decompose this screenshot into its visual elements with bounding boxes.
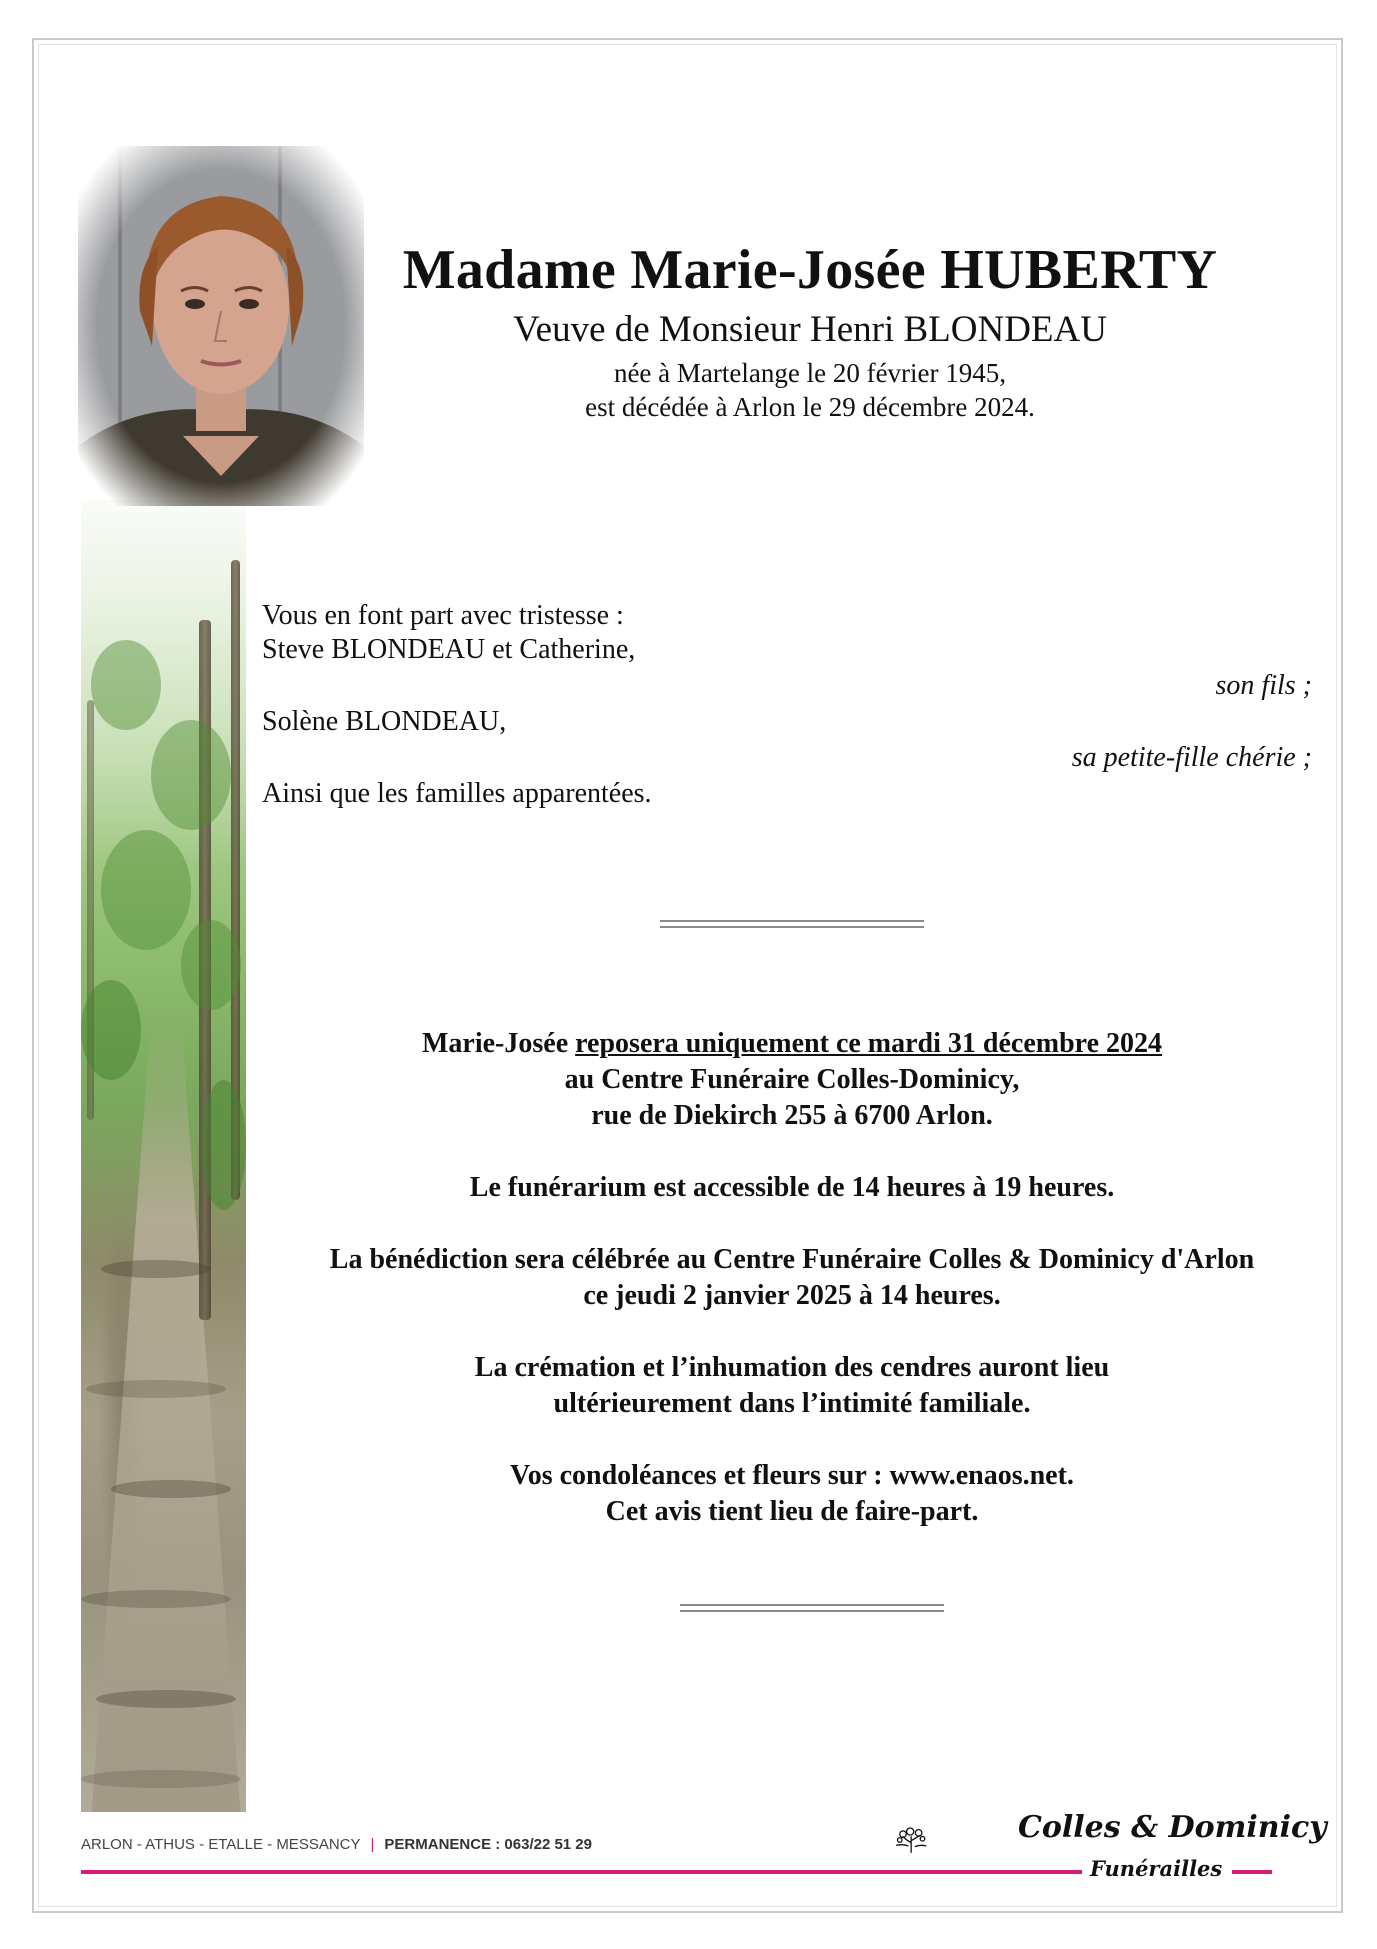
family-member-1-relation-row [262, 670, 1312, 704]
portrait-photo [78, 146, 364, 506]
brand-name: Colles & Dominicy [1018, 1810, 1327, 1845]
rest-address: rue de Diekirch 255 à 6700 Arlon. [591, 1100, 993, 1131]
family-intro: Vous en font part avec tristesse : [262, 600, 624, 631]
deceased-name: Madame Marie-Josée HUBERTY [402, 239, 1218, 301]
brand-subtitle: Funérailles [1090, 1856, 1223, 1881]
funeral-home-hours: Le funérarium est accessible de 14 heures à 19 heures. [469, 1172, 1115, 1203]
brand-line-left [1042, 1870, 1082, 1874]
cremation-line-2: ultérieurement dans l’intimité familiale. [553, 1388, 1031, 1419]
widow-of: Veuve de Monsieur Henri BLONDEAU [513, 309, 1107, 350]
family-member-2-relation: sa petite-fille chérie ; [1071, 742, 1312, 773]
tree-logo-icon [890, 1800, 1020, 1880]
brand-line-right [1232, 1870, 1272, 1874]
forest-path-image [81, 500, 246, 1812]
footer-contact [81, 1836, 592, 1853]
rest-place: au Centre Funéraire Colles-Dominicy, [564, 1064, 1020, 1095]
footer-locations: ARLON - ATHUS - ETALLE - MESSANCY [81, 1836, 361, 1853]
divider-top [660, 920, 924, 928]
family-member-2: Solène BLONDEAU, [262, 706, 507, 737]
blessing-line-1: La bénédiction sera célébrée au Centre Funéraire Colles & Dominicy d'Arlon [329, 1244, 1255, 1275]
rest-line [262, 1026, 1322, 1062]
divider-bottom [680, 1604, 944, 1612]
death-info: est décédée à Arlon le 29 décembre 2024. [585, 392, 1035, 422]
family-member-1: Steve BLONDEAU et Catherine, [262, 634, 636, 665]
blessing-line-2: ce jeudi 2 janvier 2025 à 14 heures. [583, 1280, 1001, 1311]
family-closing: Ainsi que les familles apparentées. [262, 778, 652, 809]
notice-note: Cet avis tient lieu de faire-part. [605, 1496, 979, 1527]
birth-info: née à Martelange le 20 février 1945, [613, 358, 1007, 388]
rest-date: reposera uniquement ce mardi 31 décembre 2024 [575, 1028, 1163, 1059]
footer-separator: | [370, 1836, 375, 1853]
condolences: Vos condoléances et fleurs sur : www.enaos.net. [510, 1460, 1074, 1491]
family-member-1-relation: son fils ; [1215, 670, 1312, 701]
rest-prefix: Marie-Josée [421, 1028, 576, 1059]
cremation-line-1: La crémation et l’inhumation des cendres auront lieu [474, 1352, 1110, 1383]
family-member-2-relation-row [262, 742, 1312, 776]
footer-permanence: PERMANENCE : 063/22 51 29 [384, 1836, 592, 1853]
